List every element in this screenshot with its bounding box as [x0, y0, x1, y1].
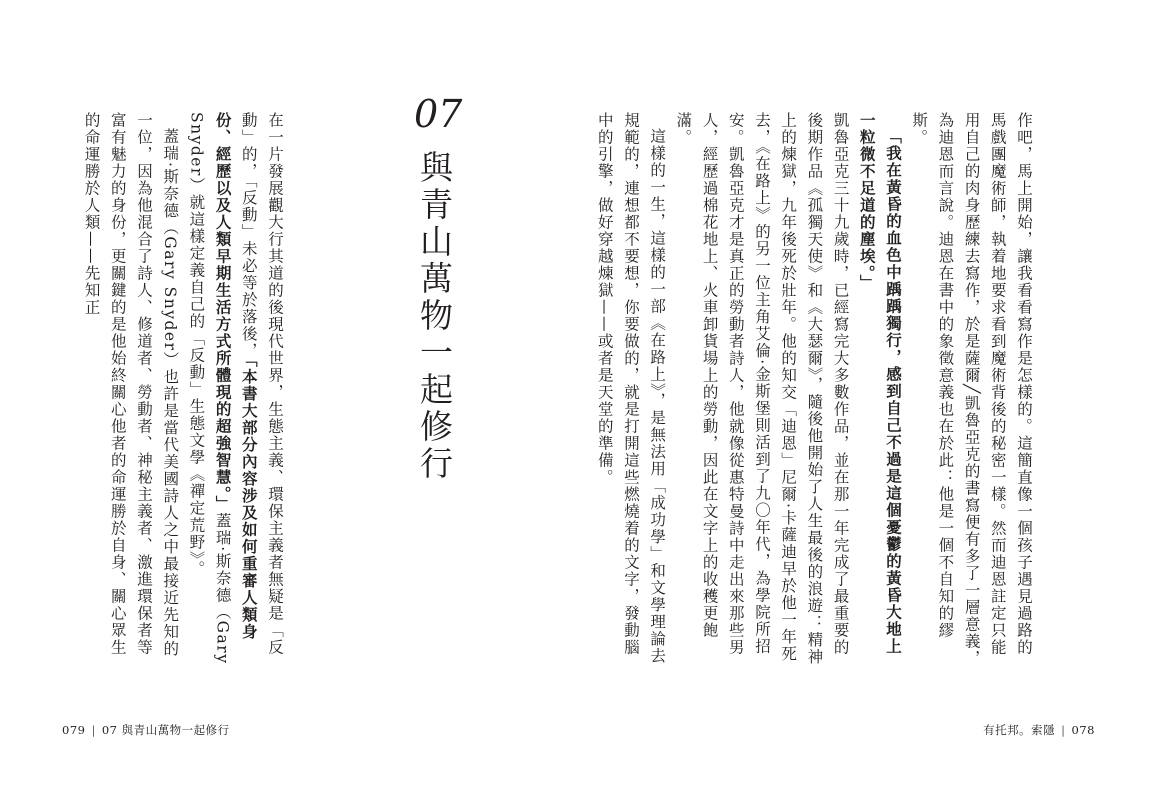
paragraph: 這樣的一生，這樣的一部《在路上》，是無法用「成功學」和文學理論去規範的，連想都不要想，你要做的，就是打開這些燃燒着的文字，發動腦中的引擎，做好穿越煉獄——或者是天堂的準備。 — [595, 112, 667, 664]
chapter-title: 與青山萬物一起修行 — [415, 150, 454, 483]
paragraph-start: 在一片發展觀大行其道的後現代世界，生態主義、環保主義者無疑是「反動」的，「反動」未必等於落後， — [239, 112, 284, 656]
chapter-number: 07 — [414, 92, 463, 136]
left-page-text — [78, 112, 288, 667]
paragraph-cont: 蓋瑞·斯奈德（Gary Snyder）就這樣定義自己的「反動」生態文學《禪定荒野》。 — [187, 112, 232, 665]
page-number: 078 — [1071, 723, 1095, 737]
quote-inline: 「本書大部分內容涉及如何重審人類身份、經歷以及人類早期生活方式所體現的超強智慧。」 — [213, 112, 259, 641]
running-head: 有托邦。索隱 — [983, 723, 1056, 737]
right-page-text — [592, 112, 1037, 667]
page-number: 079 — [62, 723, 86, 737]
right-footer: 有托邦。索隱 | 078 — [983, 723, 1095, 737]
paragraph: 凱魯亞克三十九歲時，已經寫完大多數作品，並在那一年完成了最重要的後期作品《孤獨天使》和《大瑟爾》，隨後他開始了人生最後的浪遊：精神上的煉獄，九年後死於壯年。他的知交「迪恩」尼爾·卡薩迪早於他一年死去，《在路上》的另一位主角艾倫·金斯堡則活到了九〇年代，為學院所招安。凱魯亞克才是真正的勞動者詩人，他就像從惠特曼詩中走出來那些男人，經歷過棉花地上、火車卸貨場上的勞動，因此在文字上的收穫更飽滿。 — [674, 112, 850, 666]
paragraph: 蓋瑞·斯奈德（Gary Snyder）也許是當代美國詩人之中最接近先知的一位，因為他混合了詩人、修道者、勞動者、神秘主義者、激進環保者等富有魅力的身份，更關鍵的是他始終關心他者的命運勝於自身、關心眾生的命運勝於人類——先知正 — [82, 112, 180, 658]
paragraph — [187, 112, 284, 664]
quote-paragraph: 「我在黃昏的血色中踽踽獨行，感到自己不過是這個憂鬱的黃昏大地上一粒微不足道的塵埃。」 — [857, 112, 903, 655]
left-footer: 079 | 07 與青山萬物一起修行 — [62, 723, 230, 737]
paragraph: 作吧，馬上開始，讓我看看寫作是怎樣的。這簡直像一個孩子遇見過路的馬戲團魔術師，執着地要求看到魔術背後的秘密一樣。然而迪恩註定只能用自己的肉身歷練去寫作，於是薩爾╱凱魯亞克的書寫便有多了一層意義，為迪恩而言說。迪恩在書中的象徵意義也在於此：他是一個不自知的繆斯。 — [910, 112, 1033, 667]
running-head: 07 與青山萬物一起修行 — [101, 723, 230, 737]
